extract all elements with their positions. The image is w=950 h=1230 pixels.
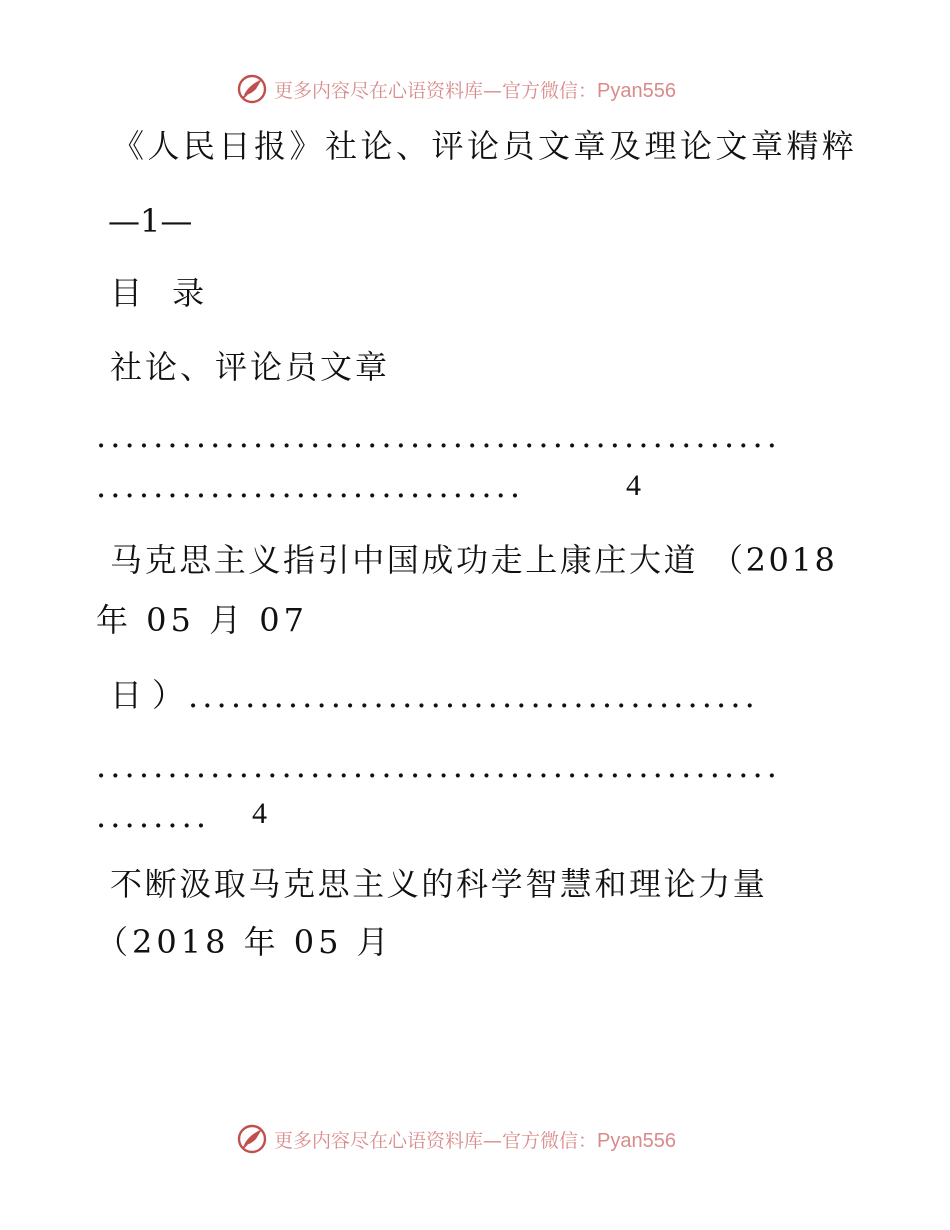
- pen-logo-icon: [236, 73, 268, 105]
- toc-entry-title: 不断汲取马克思主义的科学智慧和理论力量: [110, 865, 768, 903]
- toc-page-number: 4: [252, 797, 271, 830]
- toc-leader-dots: ........................................: [188, 677, 759, 715]
- watermark-text: 更多内容尽在心语资料库—官方微信：Pyan556: [274, 1129, 676, 1152]
- page-marker: —1—: [108, 202, 193, 240]
- watermark-text: 更多内容尽在心语资料库—官方微信：Pyan556: [274, 79, 676, 102]
- toc-page-number: 4: [626, 469, 645, 502]
- watermark-wechat-id: Pyan556: [597, 1129, 676, 1152]
- watermark-wechat-id: Pyan556: [597, 79, 676, 102]
- toc-entry-date: （2018 年 05 月: [96, 923, 393, 961]
- watermark-banner-bottom: [236, 1122, 676, 1156]
- toc-leader-dots: ........: [96, 797, 211, 835]
- toc-leader-dots: ................................................: [96, 747, 782, 785]
- toc-leader-dots: ................................................: [96, 417, 782, 455]
- toc-entry-title: 马克思主义指引中国成功走上康庄大道 （2018: [110, 541, 838, 579]
- pen-logo-icon: [236, 1123, 268, 1155]
- toc-heading: 目 录: [110, 274, 215, 312]
- toc-section-label: 社论、评论员文章: [110, 348, 391, 386]
- toc-entry-date-end: 日）: [110, 676, 195, 714]
- watermark-banner-top: [236, 72, 676, 106]
- toc-leader-dots: ..............................: [96, 467, 525, 505]
- toc-entry-date: 年 05 月 07: [96, 601, 308, 639]
- document-title: 《人民日报》社论、评论员文章及理论文章精粹: [112, 127, 858, 165]
